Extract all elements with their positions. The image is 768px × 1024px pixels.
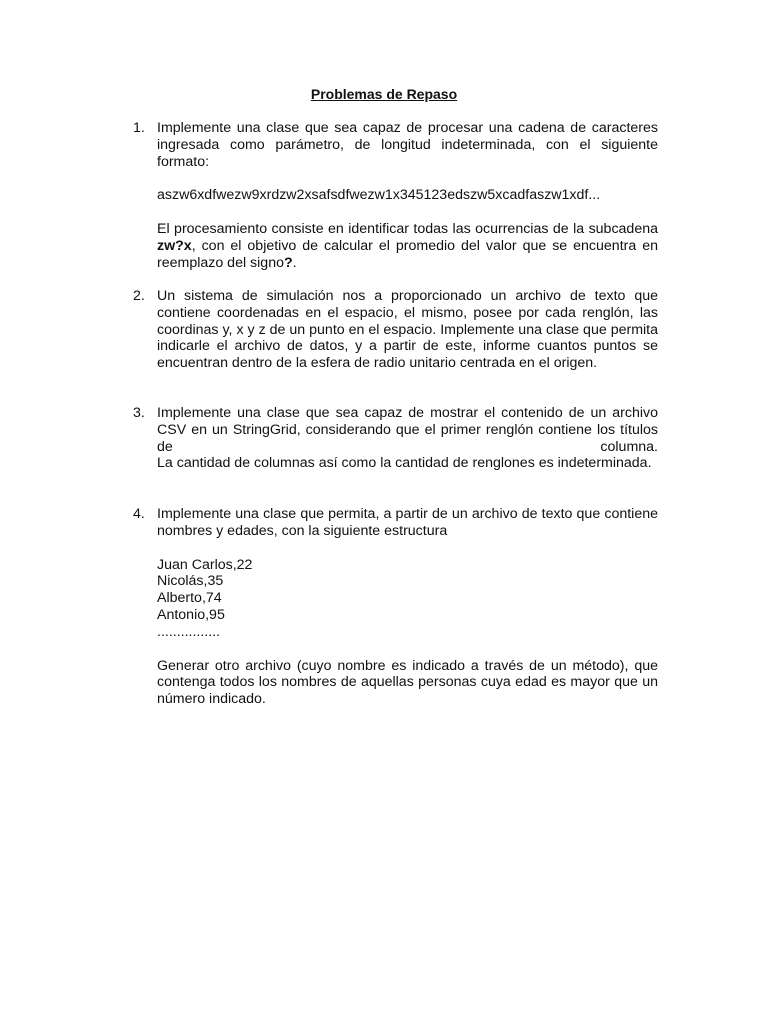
item-number: 3. [133, 405, 145, 421]
record-line: Alberto,74 [157, 590, 222, 607]
item-1-p2-text-b: , con el objetivo de calcular el promedio del valor que se encuentra en reemplazo del signo [157, 237, 658, 271]
item-number: 4. [133, 506, 145, 522]
record-line: Juan Carlos,22 [157, 556, 253, 573]
record-line: Antonio,95 [157, 606, 225, 623]
item-3-paragraph-1: Implemente una clase que sea capaz de mostrar el contenido de un archivo CSV en un StringGrid, considerando que el primer renglón contiene los títulos de columna. [157, 405, 658, 455]
item-3-paragraph-2: La cantidad de columnas así como la cantidad de renglones es indeterminada. [157, 455, 652, 472]
item-4-records [157, 557, 658, 641]
list-item-4 [133, 506, 658, 708]
item-1-p2-bold-a: zw?x [157, 237, 192, 254]
item-1-p2-text-a: El procesamiento consiste en identificar todas las ocurrencias de la subcadena [157, 221, 658, 238]
item-number: 1. [133, 120, 145, 136]
document-title: Problemas de Repaso [310, 86, 458, 102]
item-4-paragraph-2: Generar otro archivo (cuyo nombre es indicado a través de un método), que contenga todos los nombres de aquellas personas cuya edad es mayor que un número indicado. [157, 657, 658, 708]
item-1-paragraph-1: Implemente una clase que sea capaz de procesar una cadena de caracteres ingresada como parámetro, de longitud indeterminada, con el siguiente formato: [157, 120, 658, 170]
list-item-2 [133, 288, 658, 372]
item-1-p2-text-c: . [292, 254, 297, 271]
list-item-1 [133, 120, 658, 272]
record-line: Nicolás,35 [157, 573, 224, 590]
item-1-sample-string: aszw6xdfwezw9xrdzw2xsafsdfwezw1x345123edszw5xcadfaszw1xdf... [157, 187, 601, 204]
item-1-p2-bold-b: ? [283, 254, 293, 271]
item-1-paragraph-2 [157, 221, 658, 271]
record-ellipsis: ................ [157, 623, 221, 640]
list-item-3 [133, 405, 658, 472]
item-2-paragraph-1: Un sistema de simulación nos a proporcionado un archivo de texto que contiene coordenadas en el espacio, el mismo, posee por cada renglón, las coordinas y, x y z de un punto en el espacio. Implemente una clase que permita indicarle el archivo de datos, y a partir de este, informe cuantos puntos se encuentran dentro de la esfera de radio unitario centrada en el origen. [157, 288, 658, 372]
item-number: 2. [133, 288, 145, 304]
item-4-paragraph-1: Implemente una clase que permita, a partir de un archivo de texto que contiene nombres y edades, con la siguiente estructura [157, 506, 658, 539]
